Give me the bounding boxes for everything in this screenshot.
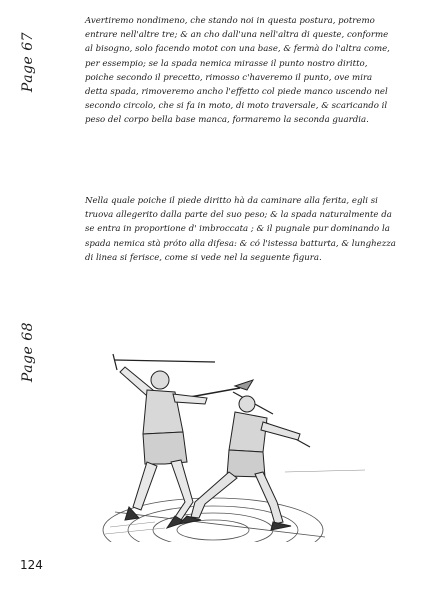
page-marker-68 (10, 312, 46, 392)
fencing-illustration (95, 352, 400, 542)
paragraph-1: Avertiremo nondimeno, che stando noi in questa postura, potremo entrare nell'altre tre; & an cho dall'una nell'altra di queste, conforme al bisogno, solo facendo motot con una base, & fermà do l'altra come, per essempio; se la spada nemica mirasse il punto nostro diritto, poiche secondo il precetto, rimosso c'haveremo il punto, ove mira detta spada, rimoveremo ancho l'effetto col piede manco uscendo nel secondo circolo, che si fa in moto, di moto traversale, & scaricando il peso del corpo bella base manca, formaremo la seconda guardia. (85, 16, 390, 126)
right-fencer (179, 392, 310, 530)
page-marker-67 (10, 22, 46, 102)
page-number: 124 (20, 558, 43, 572)
paragraph-2: Nella quale poiche il piede diritto hà da caminare alla ferita, egli si truova allegerito dalla parte del suo peso; & la spada naturalmente da se entra in proportione d' imbroccata ; & il pugnale pur dominando la spada nemica stà próto alla difesa: & có l'istessa batturta, & lunghezza di linea si ferisce, come si vede nel la seguente figura. (85, 196, 396, 263)
page-marker-label: Page 68 (20, 321, 36, 383)
page-marker-label: Page 67 (20, 31, 36, 93)
